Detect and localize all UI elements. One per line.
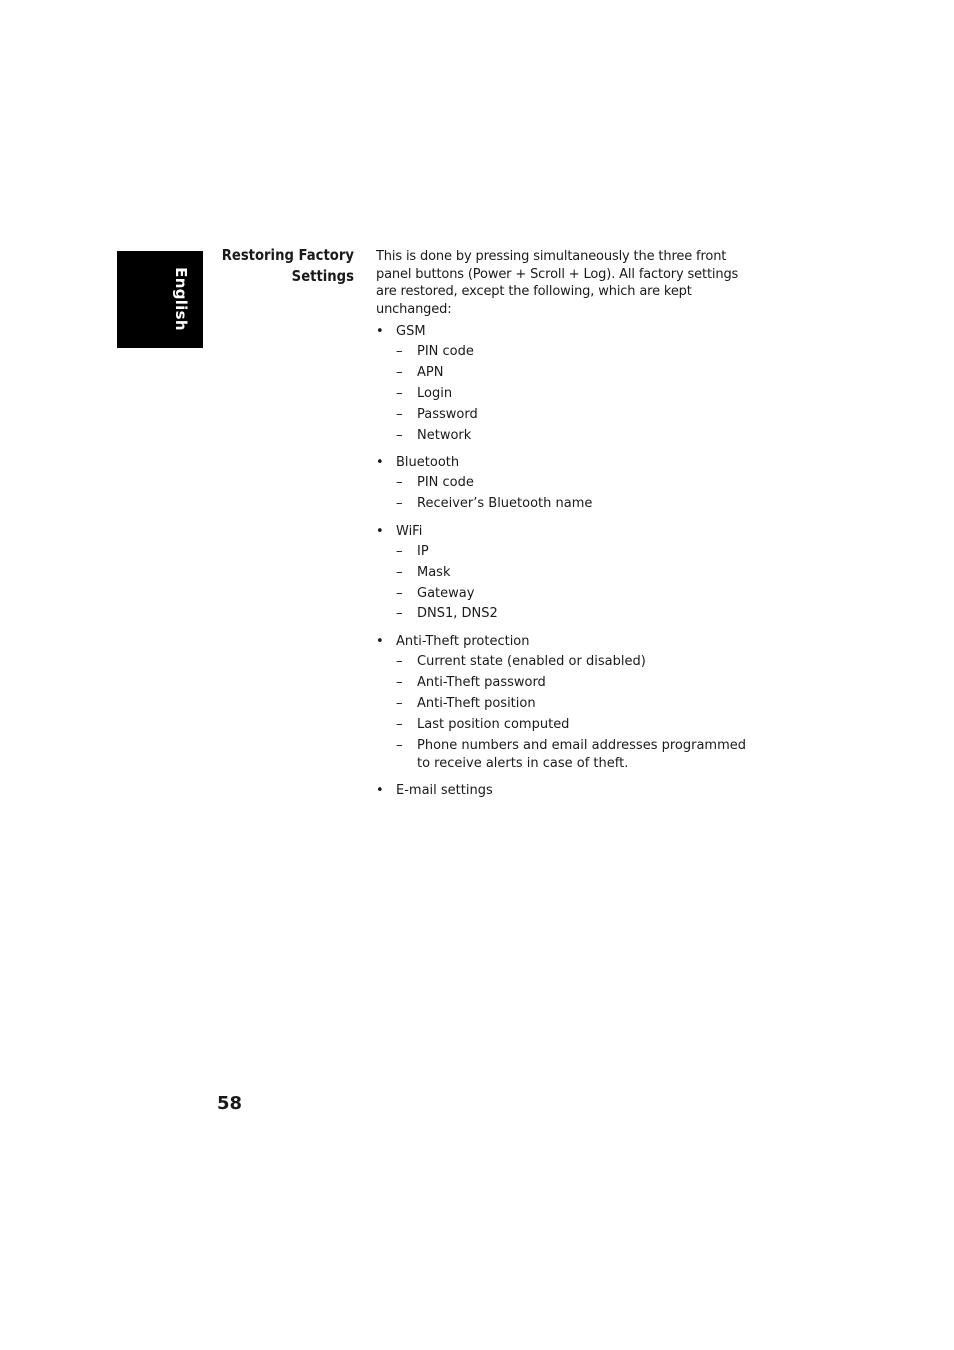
setting-item-label: PIN code — [417, 344, 474, 360]
setting-item-label: DNS1, DNS2 — [417, 606, 498, 622]
setting-item — [376, 405, 761, 426]
settings-sublist — [376, 473, 761, 515]
setting-item — [376, 673, 761, 694]
dash-marker: – — [396, 427, 403, 443]
settings-group-label: E-mail settings — [396, 783, 493, 799]
section-heading — [218, 245, 354, 287]
settings-group — [376, 321, 761, 446]
settings-group — [376, 631, 761, 774]
bullet-marker: • — [376, 634, 384, 650]
setting-item-label: Network — [417, 427, 472, 443]
dash-marker: – — [396, 365, 403, 381]
settings-group — [376, 452, 761, 515]
settings-group — [376, 521, 761, 625]
setting-item — [376, 473, 761, 494]
setting-item — [376, 363, 761, 384]
setting-item-label: IP — [417, 543, 429, 559]
setting-item — [376, 426, 761, 447]
dash-marker: – — [396, 344, 403, 360]
settings-sublist — [376, 652, 761, 774]
setting-item — [376, 494, 761, 515]
dash-marker: – — [396, 496, 403, 512]
language-tab-label: English — [172, 267, 190, 331]
section-body — [376, 248, 761, 807]
setting-item-label: Login — [417, 385, 453, 401]
settings-group-label: Bluetooth — [396, 455, 460, 471]
setting-item — [376, 342, 761, 363]
dash-marker: – — [396, 564, 403, 580]
setting-item-label: Mask — [417, 564, 451, 580]
settings-group — [376, 780, 761, 801]
setting-item — [376, 384, 761, 405]
dash-marker: – — [396, 585, 403, 601]
setting-item — [376, 735, 761, 774]
setting-item-label: Current state (enabled or disabled) — [417, 654, 646, 670]
setting-item-label: PIN code — [417, 475, 474, 491]
setting-item-label: Anti-Theft password — [417, 674, 546, 690]
setting-item-label: Anti-Theft position — [417, 695, 536, 711]
setting-item — [376, 652, 761, 673]
unchanged-settings-list — [376, 321, 761, 801]
bullet-marker: • — [376, 324, 384, 340]
dash-marker: – — [396, 543, 403, 559]
setting-item — [376, 563, 761, 584]
settings-group-row — [376, 452, 761, 473]
section-heading-line-1: Restoring Factory — [221, 246, 354, 264]
bullet-marker: • — [376, 783, 384, 799]
setting-item — [376, 584, 761, 605]
setting-item — [376, 715, 761, 736]
page-number: 58 — [217, 1093, 243, 1114]
settings-sublist — [376, 342, 761, 446]
settings-group-row — [376, 631, 761, 652]
settings-group-label: GSM — [396, 324, 426, 340]
settings-group-row — [376, 521, 761, 542]
setting-item-label: Password — [417, 406, 478, 422]
setting-item-label: Gateway — [417, 585, 475, 601]
dash-marker: – — [396, 406, 403, 422]
dash-marker: – — [396, 716, 403, 732]
dash-marker: – — [396, 737, 403, 753]
dash-marker: – — [396, 674, 403, 690]
settings-group-row — [376, 780, 761, 801]
setting-item — [376, 542, 761, 563]
settings-group-label: Anti-Theft protection — [396, 634, 530, 650]
bullet-marker: • — [376, 455, 384, 471]
intro-paragraph: This is done by pressing simultaneously the three front panel buttons (Power + Scroll + Log). All factory settings are restored, except the following, which are kept unchanged: — [376, 249, 739, 317]
language-tab — [117, 251, 203, 348]
setting-item-label: Receiver’s Bluetooth name — [417, 496, 593, 512]
setting-item-label: Last position computed — [417, 716, 570, 732]
dash-marker: – — [396, 475, 403, 491]
settings-group-label: WiFi — [396, 523, 423, 539]
setting-item-label: Phone numbers and email addresses programmed to receive alerts in case of theft. — [417, 737, 746, 771]
section-heading-line-2: Settings — [291, 267, 354, 285]
setting-item — [376, 694, 761, 715]
dash-marker: – — [396, 695, 403, 711]
dash-marker: – — [396, 385, 403, 401]
setting-item — [376, 604, 761, 625]
dash-marker: – — [396, 606, 403, 622]
dash-marker: – — [396, 654, 403, 670]
bullet-marker: • — [376, 523, 384, 539]
settings-group-row — [376, 321, 761, 342]
settings-sublist — [376, 542, 761, 625]
setting-item-label: APN — [417, 365, 444, 381]
